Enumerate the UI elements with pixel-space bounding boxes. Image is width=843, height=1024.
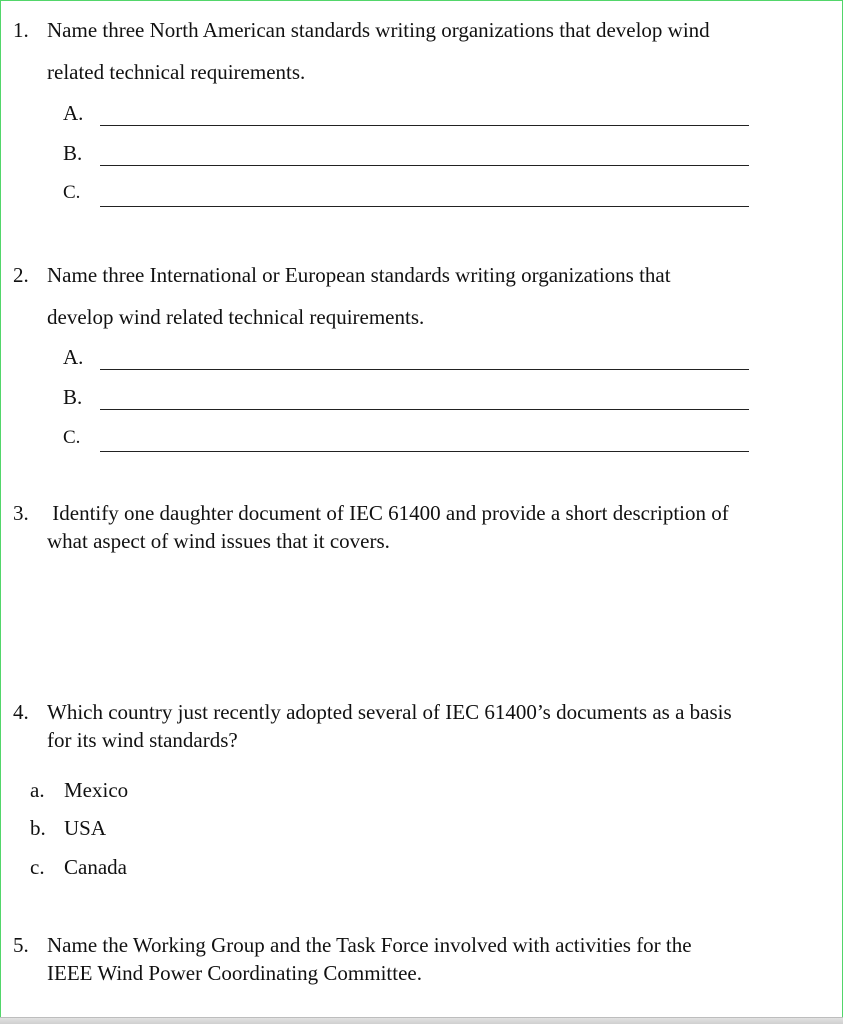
answer-line [100, 125, 749, 126]
question-line: Name three International or European standards writing organizations that [47, 263, 671, 287]
question-number: 4. [13, 700, 29, 724]
answer-line [100, 206, 749, 207]
option-letter: b. [30, 816, 46, 840]
answer-blank-1b[interactable] [52, 141, 749, 163]
question-number: 1. [13, 18, 29, 42]
answer-blank-1a[interactable] [52, 101, 749, 123]
question-line: for its wind standards? [47, 728, 238, 752]
blank-letter: C. [63, 182, 81, 203]
option-text: USA [64, 816, 107, 840]
horizontal-scrollbar[interactable] [0, 1017, 843, 1024]
answer-blank-2b[interactable] [52, 385, 749, 407]
blank-letter: C. [63, 427, 81, 448]
question-line: Which country just recently adopted several of IEC 61400’s documents as a basis [47, 700, 732, 724]
answer-line [100, 409, 749, 410]
option-text: Mexico [64, 778, 129, 802]
answer-blank-2a[interactable] [52, 345, 749, 367]
answer-line [100, 451, 749, 452]
option-text: Canada [64, 855, 127, 879]
question-line: IEEE Wind Power Coordinating Committee. [47, 961, 422, 985]
question-line: Name three North American standards writing organizations that develop wind [47, 18, 710, 42]
question-line: Identify one daughter document of IEC 61400 and provide a short description of [47, 501, 729, 525]
blank-letter: A. [63, 101, 84, 125]
answer-line [100, 369, 749, 370]
answer-blank-2c[interactable] [52, 427, 749, 449]
option-letter: a. [30, 778, 45, 802]
question-number: 5. [13, 933, 29, 957]
question-number: 2. [13, 263, 29, 287]
question-number: 3. [13, 501, 29, 525]
option-letter: c. [30, 855, 45, 879]
blank-letter: A. [63, 345, 84, 369]
question-line: Name the Working Group and the Task Force involved with activities for the [47, 933, 692, 957]
question-line: related technical requirements. [47, 60, 306, 84]
question-line: develop wind related technical requirements. [47, 305, 425, 329]
blank-letter: B. [63, 385, 83, 409]
question-line: what aspect of wind issues that it covers. [47, 529, 390, 553]
answer-line [100, 165, 749, 166]
answer-blank-1c[interactable] [52, 182, 749, 204]
blank-letter: B. [63, 141, 83, 165]
